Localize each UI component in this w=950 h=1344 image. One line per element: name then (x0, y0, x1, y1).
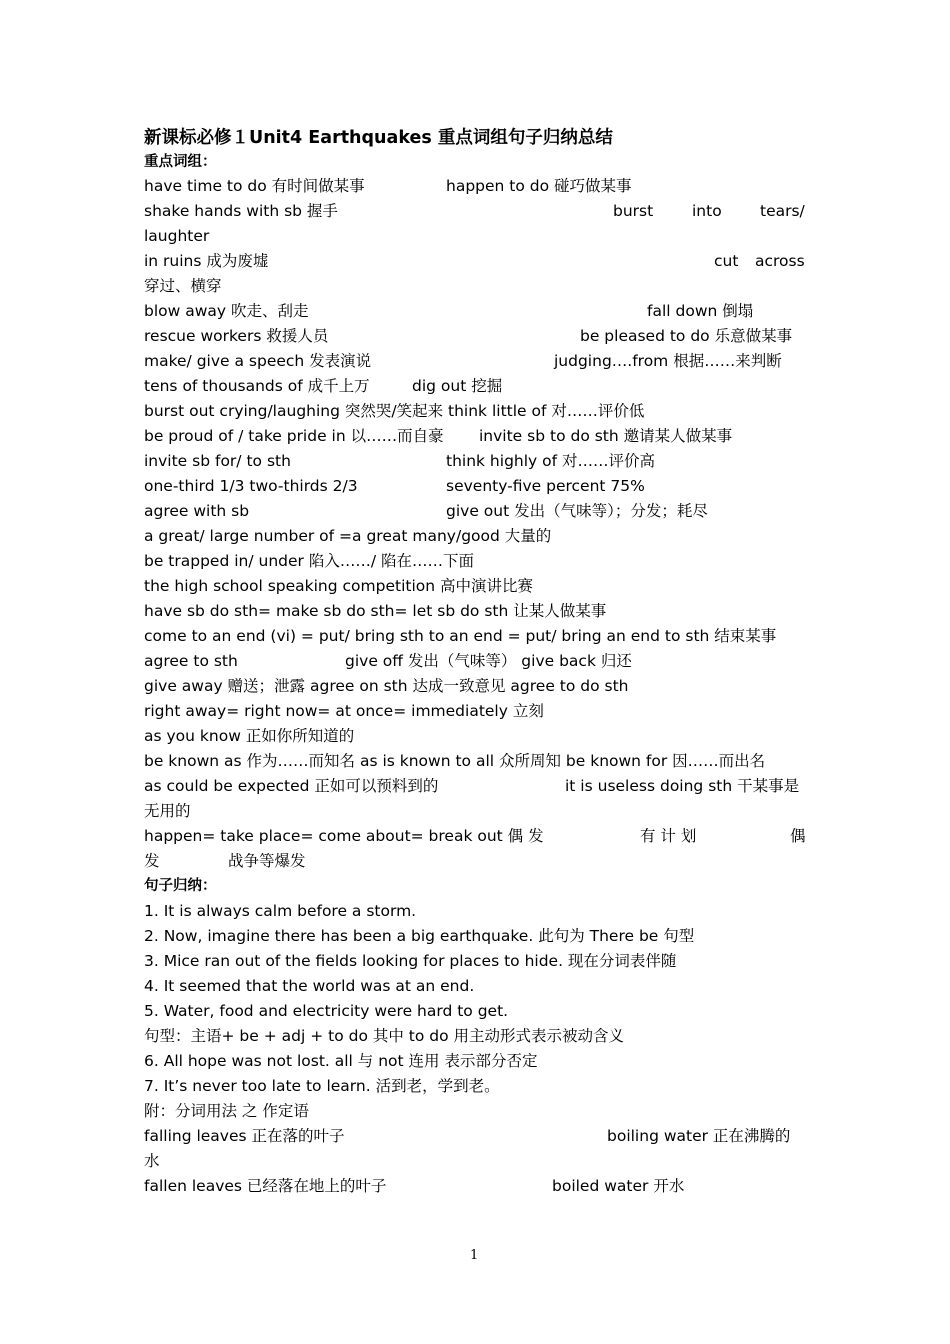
phrase-line: happen= take place= come about= break out 偶 发 (144, 827, 544, 845)
phrase-line: shake hands with sb 握手 (144, 202, 338, 220)
sentence-line: 2. Now, imagine there has been a big earthquake. 此句为 There be 句型 (144, 927, 695, 945)
phrase-line: seventy-five percent 75% (446, 477, 645, 495)
phrase-line: dig out 挖掘 (412, 377, 503, 395)
sentence-line: 4. It seemed that the world was at an end. (144, 977, 475, 995)
phrase-line: it is useless doing sth 干某事是 (565, 777, 800, 795)
phrase-line: tens of thousands of 成千上万 (144, 377, 370, 395)
participle-line: boiled water 开水 (552, 1177, 685, 1195)
phrase-line: right away= right now= at once= immediately 立刻 (144, 702, 544, 720)
phrase-line: 战争等爆发 (228, 852, 306, 870)
phrase-line: 发 (144, 852, 160, 870)
sentence-line: 1. It is always calm before a storm. (144, 902, 417, 920)
phrase-line: as you know 正如你所知道的 (144, 727, 355, 745)
sentence-line: 7. It’s never too late to learn. 活到老，学到老。 (144, 1077, 500, 1095)
phrase-line: 无用的 (144, 802, 191, 820)
phrase-line: the high school speaking competition 高中演讲比赛 (144, 577, 534, 595)
phrase-line: agree to sth (144, 652, 238, 670)
document-title: 新课标必修１Unit4 Earthquakes 重点词组句子归纳总结 (144, 128, 613, 148)
phrase-line: be known as 作为……而知名 as is known to all 众所周知 be known for 因……而出名 (144, 752, 766, 770)
phrase-line: blow away 吹走、刮走 (144, 302, 309, 320)
phrase-line: invite sb for/ to sth (144, 452, 291, 470)
participle-line: falling leaves 正在落的叶子 (144, 1127, 345, 1145)
sentence-line: 6. All hope was not lost. all 与 not 连用 表示部分否定 (144, 1052, 538, 1070)
phrase-line: in ruins 成为废墟 (144, 252, 269, 270)
phrase-line: burst (613, 202, 654, 220)
phrase-line: 偶 (790, 827, 806, 845)
phrase-line: give away 赠送；泄露 agree on sth 达成一致意见 agree to do sth (144, 677, 629, 695)
participle-line: 水 (144, 1152, 160, 1170)
phrase-line: a great/ large number of =a great many/good 大量的 (144, 527, 552, 545)
phrase-line: make/ give a speech 发表演说 (144, 352, 372, 370)
phrase-line: tears/ (760, 202, 805, 220)
section-heading-phrases: 重点词组： (144, 154, 217, 170)
phrase-line: have time to do 有时间做某事 (144, 177, 365, 195)
phrase-line: give off 发出（气味等） give back 归还 (345, 652, 632, 670)
phrase-line: 有 计 划 (640, 827, 697, 845)
phrase-line: be trapped in/ under 陷入……/ 陷在……下面 (144, 552, 474, 570)
sentence-line: 5. Water, food and electricity were hard to get. (144, 1002, 509, 1020)
participle-line: fallen leaves 已经落在地上的叶子 (144, 1177, 387, 1195)
section-heading-sentences: 句子归纳： (144, 878, 217, 894)
phrase-line: be proud of / take pride in 以……而自豪 (144, 427, 444, 445)
page-number: 1 (470, 1248, 479, 1263)
phrase-line: one-third 1/3 two-thirds 2/3 (144, 477, 358, 495)
phrase-line: invite sb to do sth 邀请某人做某事 (479, 427, 733, 445)
phrase-line: come to an end (vi) = put/ bring sth to an end = put/ bring an end to sth 结束某事 (144, 627, 777, 645)
phrase-line: agree with sb (144, 502, 250, 520)
phrase-line: rescue workers 救援人员 (144, 327, 329, 345)
participle-line: boiling water 正在沸腾的 (607, 1127, 791, 1145)
phrase-line: into (692, 202, 722, 220)
sentence-line: 句型：主语+ be + adj + to do 其中 to do 用主动形式表示被动含义 (144, 1027, 625, 1045)
sentence-line: 附：分词用法 之 作定语 (144, 1102, 309, 1120)
phrase-line: burst out crying/laughing 突然哭/笑起来 think little of 对……评价低 (144, 402, 645, 420)
phrase-line: think highly of 对……评价高 (446, 452, 656, 470)
phrase-line: cut (714, 252, 739, 270)
phrase-line: give out 发出（气味等）；分发；耗尽 (446, 502, 708, 520)
phrase-line: as could be expected 正如可以预料到的 (144, 777, 439, 795)
phrase-line: laughter (144, 227, 210, 245)
phrase-line: be pleased to do 乐意做某事 (580, 327, 793, 345)
phrase-line: have sb do sth= make sb do sth= let sb do sth 让某人做某事 (144, 602, 607, 620)
phrase-line: fall down 倒塌 (647, 302, 754, 320)
sentence-line: 3. Mice ran out of the fields looking for places to hide. 现在分词表伴随 (144, 952, 677, 970)
phrase-line: across (755, 252, 805, 270)
phrase-line: judging….from 根据……来判断 (554, 352, 782, 370)
phrase-line: 穿过、横穿 (144, 277, 222, 295)
phrase-line: happen to do 碰巧做某事 (446, 177, 632, 195)
